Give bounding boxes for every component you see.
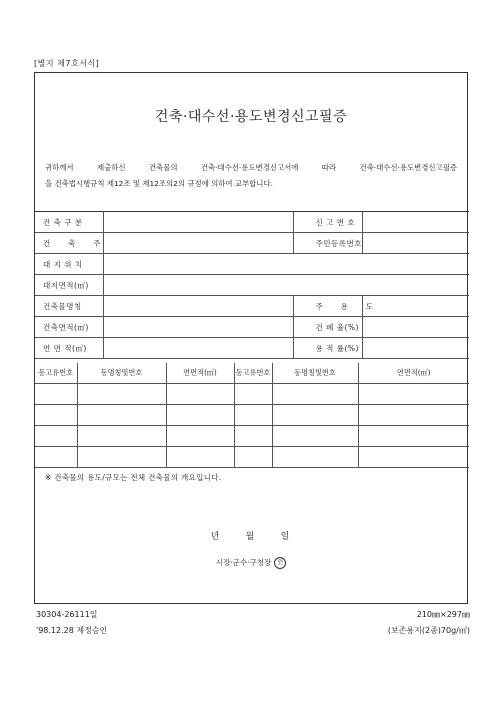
units-cell[interactable]: [77, 384, 166, 405]
units-cell[interactable]: [234, 426, 272, 447]
units-cell[interactable]: [272, 426, 358, 447]
units-cell[interactable]: [358, 426, 469, 447]
units-cell[interactable]: [77, 426, 166, 447]
units-cell[interactable]: [272, 384, 358, 405]
units-cell[interactable]: [358, 384, 469, 405]
issue-date-line: 년 월 일: [210, 532, 292, 542]
header-unit-area-1: 연면적(㎡): [166, 363, 234, 384]
certificate-frame: [34, 72, 468, 604]
row-site-location: [35, 254, 469, 275]
row-site-area: [35, 275, 469, 296]
header-unit-name-2: 동명칭및번호: [272, 363, 358, 384]
row-build-type: [35, 212, 469, 233]
units-cell[interactable]: [35, 426, 77, 447]
value-site-area[interactable]: [103, 275, 469, 296]
units-cell[interactable]: [272, 447, 358, 468]
units-cell[interactable]: [166, 447, 234, 468]
signer-title: 시장·군수·구청장: [215, 558, 272, 567]
header-unit-id-1: 동고유번호: [35, 363, 77, 384]
label-floor-area-ratio: 용 적 률(%): [293, 338, 362, 359]
label-site-location: 대 지 위 치: [35, 254, 103, 275]
value-build-type[interactable]: [103, 212, 293, 233]
label-report-no: 신 고 번 호: [293, 212, 362, 233]
units-cell[interactable]: [35, 447, 77, 468]
units-cell[interactable]: [77, 447, 166, 468]
label-build-type: 건 축 구 분: [35, 212, 103, 233]
intro-paragraph: [45, 160, 457, 192]
intro-line-1: 귀하께서 제출하신 건축물의 건축·대수선·용도변경신고서에 따라 건축·대수선·용도변경신고필증: [45, 163, 457, 172]
document-title: 건축·대수선·용도변경신고필증: [154, 109, 348, 125]
label-building-area: 건축면적(㎡): [35, 317, 103, 338]
row-building-area: [35, 317, 469, 338]
units-cell[interactable]: [234, 384, 272, 405]
units-cell[interactable]: [272, 405, 358, 426]
value-report-no[interactable]: [362, 212, 469, 233]
units-cell[interactable]: [358, 447, 469, 468]
header-unit-area-2: 연면적(㎡): [358, 363, 469, 384]
row-building-name: [35, 296, 469, 317]
row-owner: [35, 233, 469, 254]
units-cell[interactable]: [35, 384, 77, 405]
units-row: [35, 384, 469, 405]
building-info-table: [35, 211, 469, 359]
units-header-row: [35, 363, 469, 384]
form-label: [별지 제7호서식]: [34, 59, 100, 68]
header-unit-name-1: 동명칭및번호: [77, 363, 166, 384]
paper-type: (보존용지(2종)70g/㎡): [387, 626, 470, 635]
units-cell[interactable]: [35, 405, 77, 426]
units-cell[interactable]: [234, 405, 272, 426]
value-resident-no[interactable]: [362, 233, 469, 254]
approval-date: '98.12.28 제정승인: [36, 626, 108, 635]
units-cell[interactable]: [166, 405, 234, 426]
label-total-floor-area: 연 면 적(㎡): [35, 338, 103, 359]
intro-line-2: 을 건축법시행규칙 제12조 및 제12조의2의 규정에 의하여 교부합니다.: [45, 179, 273, 188]
units-cell[interactable]: [166, 426, 234, 447]
value-building-area[interactable]: [103, 317, 293, 338]
form-code: 30304-26111일: [36, 610, 98, 619]
label-resident-no: 주민등록번호: [293, 233, 362, 254]
value-total-floor-area[interactable]: [103, 338, 293, 359]
row-total-floor-area: [35, 338, 469, 359]
units-row: [35, 447, 469, 468]
value-coverage-ratio[interactable]: [362, 317, 469, 338]
units-row: [35, 405, 469, 426]
value-main-use[interactable]: [362, 296, 469, 317]
label-coverage-ratio: 건 폐 율(%): [293, 317, 362, 338]
units-cell[interactable]: [166, 384, 234, 405]
signature-line: [35, 557, 467, 569]
value-owner[interactable]: [103, 233, 293, 254]
seal-stamp: 인: [274, 557, 286, 569]
units-cell[interactable]: [234, 447, 272, 468]
header-unit-id-2: 동고유번호: [234, 363, 272, 384]
label-owner: 건 축 주: [35, 233, 103, 254]
units-row: [35, 426, 469, 447]
value-floor-area-ratio[interactable]: [362, 338, 469, 359]
paper-size: 210㎜×297㎜: [416, 610, 470, 619]
label-building-name: 건축물명칭: [35, 296, 103, 317]
label-main-use: 주 용 도: [293, 296, 362, 317]
value-site-location[interactable]: [103, 254, 469, 275]
units-cell[interactable]: [358, 405, 469, 426]
label-site-area: 대지면적(㎡): [35, 275, 103, 296]
building-units-table: [35, 363, 469, 468]
value-building-name[interactable]: [103, 296, 293, 317]
units-cell[interactable]: [77, 405, 166, 426]
scope-note: ※ 건축물의 용도/규모는 전체 건축물의 개요입니다.: [45, 473, 222, 482]
